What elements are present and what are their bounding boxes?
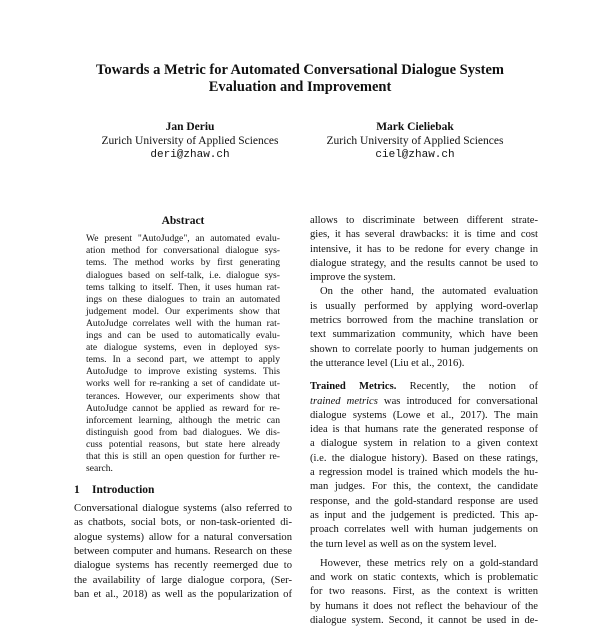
body-line: text summarization community, which have been (310, 329, 538, 341)
title-line: Towards a Metric for Automated Conversational Dialogue System (96, 62, 504, 78)
paragraph-gap (310, 371, 538, 380)
abstract-line: ation method for conversational dialogue sys- (86, 245, 280, 257)
body-line: gies, it has several drawbacks: it is time and cost (310, 229, 538, 241)
body-line: allows to discriminate between different strate- (310, 215, 538, 226)
trained-metrics-paragraph (310, 380, 538, 552)
paper-title (60, 62, 540, 96)
body-line: response, and the gold-standard response are used (310, 495, 538, 507)
abstract-line: terances. However, our experiments show that (86, 390, 280, 402)
left-column (74, 214, 292, 602)
italic-term: trained metrics (310, 395, 378, 407)
abstract-line: judgement model. Our experiments show that (86, 305, 280, 317)
body-line: However, these metrics rely on a gold-standard (320, 557, 538, 569)
paragraph-heading: Trained Metrics. (310, 381, 397, 393)
abstract-line: cuss potential reasons, but state here already (86, 438, 280, 450)
abstract-line: tems. In a second part, we attempt to apply (86, 354, 280, 366)
author-affiliation: Zurich University of Applied Sciences (326, 135, 504, 147)
body-line: shown to correlate poorly to human judgements on (310, 343, 538, 355)
body-line: dialogue system. Second, it cannot be used in de- (310, 615, 538, 627)
body-line: man judges. For this, the context, the candidate (310, 481, 538, 493)
body-line: dialogue systems has recently reemerged due to (74, 560, 292, 572)
body-line: ban et al., 2018) as well as the popularization of (74, 588, 292, 600)
section-heading-introduction (74, 483, 292, 497)
abstract-line: inforcement learning, although the metric can (86, 414, 280, 426)
body-line (310, 380, 538, 394)
body-line: a dialogue system in relation to a given context (310, 438, 538, 450)
author-name: Mark Cieliebak (376, 121, 454, 133)
body-line: is usually performed by applying word-overlap (310, 300, 538, 312)
body-line: proach correlates well with human judgements on (310, 524, 538, 536)
abstract-line: ings and can be used to automatically evalu- (86, 330, 280, 342)
body-line: dialogue strategy, and the results cannot be used to (310, 257, 538, 269)
abstract-line: distinguish good from bad dialogues. We dis- (86, 426, 280, 438)
body-line: (i.e. the dialogue history). Based on these ratings, (310, 452, 538, 464)
body-line: as chatbots, social bots, or non-task-oriented di- (74, 517, 292, 529)
abstract-line: that this is still an open question for further re- (86, 450, 280, 462)
body-paragraph (310, 557, 538, 628)
body-line: between computer and humans. Research on these (74, 546, 292, 558)
intro-paragraph (74, 502, 292, 602)
section-title: Introduction (92, 484, 155, 497)
author-name: Jan Deriu (165, 121, 215, 133)
section-number: 1 (74, 484, 80, 497)
body-line: a regression model is trained which models the hu- (310, 467, 538, 479)
abstract-line: AutoJudge to improve existing systems. This (86, 366, 280, 378)
title-line: Evaluation and Improvement (208, 79, 392, 95)
body-line: and work on static contexts, which is problematic (310, 572, 538, 584)
body-line: the availability of large dialogue corpora, (Ser- (74, 574, 292, 586)
author-affiliation: Zurich University of Applied Sciences (101, 135, 279, 147)
abstract-heading: Abstract (161, 215, 205, 227)
body-line: intensive, it has to be redone for every change in (310, 243, 538, 255)
body-line: metrics borrowed from the machine translation or (310, 315, 538, 327)
right-column (310, 214, 538, 628)
abstract-body (86, 233, 280, 475)
body-line: the utterance level (Liu et al., 2016). (310, 357, 465, 369)
body-line: alogue systems) allow for a natural conversation (74, 531, 292, 543)
body-line: Conversational dialogue systems (also referred to (74, 503, 292, 515)
abstract-line: We present "AutoJudge", an automated evalu- (86, 233, 280, 245)
body-line: dialogue systems (Lowe et al., 2017). The main (310, 409, 538, 421)
body-line: as input and the judgement is predicted. This ap- (310, 509, 538, 521)
abstract-line: tems. The method works by first generating (86, 257, 280, 269)
body-line: by humans it does not reflect the behaviour of the (310, 600, 538, 612)
abstract-line: works well for re-ranking a set of candidate ut- (86, 378, 280, 390)
abstract-line: tems talking to itself. Then, it uses human rat- (86, 281, 280, 293)
body-line (310, 395, 538, 409)
author-email: ciel@zhaw.ch (375, 149, 455, 161)
body-paragraph (310, 285, 538, 371)
abstract-line: ate dialogue systems, even in deployed sys- (86, 342, 280, 354)
body-text: Recently, the notion of (409, 381, 538, 393)
body-paragraph (310, 214, 538, 285)
body-text: was introduced for conversational (377, 395, 539, 407)
abstract-line: dialogues based on self-talk, i.e. dialogue sys- (86, 269, 280, 281)
body-line: idea is that humans rate the generated response of (310, 424, 538, 436)
body-line: On the other hand, the automated evaluation (320, 286, 538, 298)
author-email: deri@zhaw.ch (150, 149, 230, 161)
abstract-line: ings on these dialogues to train an automated (86, 293, 280, 305)
body-line: improve the system. (310, 272, 396, 284)
author-block (300, 120, 530, 162)
body-line: for two reasons. First, as the context is written (310, 586, 538, 598)
abstract-line: search. (86, 463, 113, 475)
abstract-line: AutoJudge cannot be applied as reward for re- (86, 402, 280, 414)
author-block (90, 120, 290, 162)
body-line: the turn level as well as on the system level. (310, 538, 497, 550)
abstract-line: AutoJudge correlates well with the human rat- (86, 317, 280, 329)
